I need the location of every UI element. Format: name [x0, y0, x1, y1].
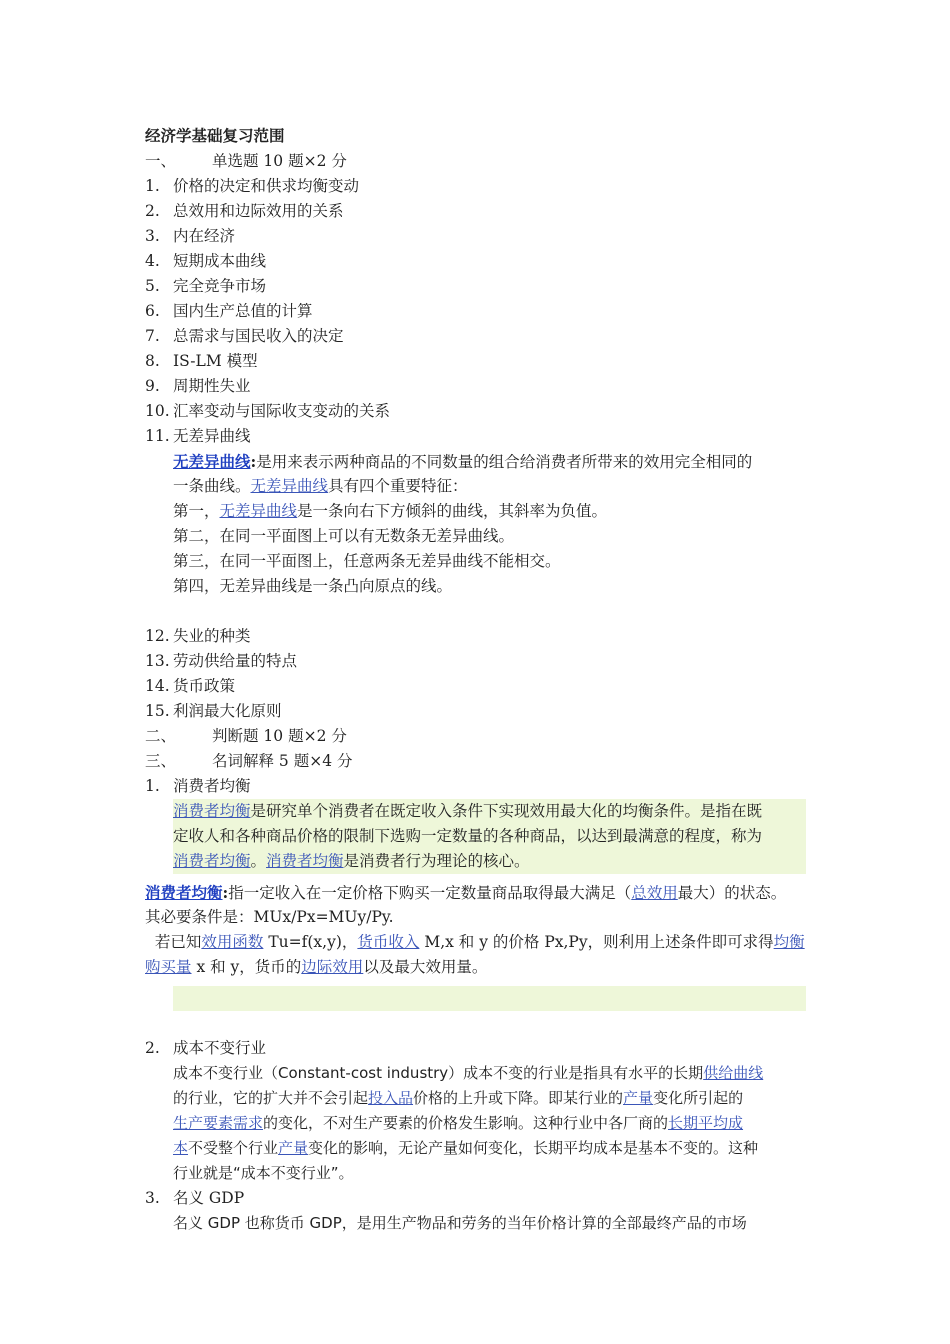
constant-cost-industry-definition: 成本不变行业（Constant-cost industry）成本不变的行业是指具有水平的长期供给曲线 的行业，它的扩大并不会引起投入品价格的上升或下降。即某行业的产量变化所引起的 生产要素需求的变化，不对生产要素的价格发生影响。这种行业中各厂商的长期平均成 本不受整个行业产量变化的影响，无论产量如何变化，长期平均成本是基本不变的。这种 行业就是“成本不变行业”。 — [173, 1064, 764, 1182]
list-item: 13. 劳动供给量的特点 — [145, 652, 298, 670]
topic-list-1 — [145, 174, 810, 449]
list-item: 7. 总需求与国民收入的决定 — [145, 327, 344, 345]
section-heading-1: 一、 单选题 10 题×2 分 — [145, 152, 347, 170]
indifference-curve-link[interactable]: 无差异曲线 — [173, 453, 251, 471]
list-item: 1. 价格的决定和供求均衡变动 — [145, 177, 360, 195]
output-link[interactable]: 产量 — [623, 1089, 654, 1107]
factor-demand-link[interactable]: 生产要素需求 — [173, 1114, 264, 1132]
section-heading-3: 三、 名词解释 5 题×4 分 — [145, 752, 353, 770]
consumer-equilibrium-link[interactable]: 消费者均衡 — [173, 802, 251, 820]
list-item: 10. 汇率变动与国际收支变动的关系 — [145, 402, 391, 420]
equilibrium-link[interactable]: 均衡 — [773, 933, 805, 951]
indifference-curve-explanation: 无差异曲线:是用来表示两种商品的不同数量的组合给消费者所带来的效用完全相同的 一条曲线。无差异曲线具有四个重要特征： 第一，无差异曲线是一条向右下方倾斜的曲线，其斜率为负值。 第二，在同一平面图上可以有无数条无差异曲线。 第三，在同一平面图上，任意两条无差异曲线不能相交。 第四，无差异曲线是一条凸向原点的线。 — [145, 449, 810, 599]
feature-3: 第三，在同一平面图上，任意两条无差异曲线不能相交。 — [173, 552, 561, 570]
necessary-condition: 其必要条件是：MUx/Px=MUy/Py. — [145, 908, 394, 926]
long-run-average-cost-link[interactable]: 本 — [173, 1139, 189, 1157]
list-item: 5. 完全竞争市场 — [145, 277, 267, 295]
term-item-3: 3. 名义 GDP — [145, 1189, 245, 1207]
total-utility-link[interactable]: 总效用 — [631, 884, 678, 902]
purchase-quantity-link[interactable]: 购买量 — [145, 958, 192, 976]
list-item: 15. 利润最大化原则 — [145, 702, 282, 720]
topic-list-2 — [145, 624, 810, 724]
list-item: 4. 短期成本曲线 — [145, 252, 267, 270]
indifference-curve-link[interactable]: 无差异曲线 — [250, 477, 329, 495]
input-goods-link[interactable]: 投入品 — [368, 1089, 414, 1107]
list-item: 11. 无差异曲线 — [145, 427, 251, 445]
list-item: 6. 国内生产总值的计算 — [145, 302, 313, 320]
list-item: 2. 总效用和边际效用的关系 — [145, 202, 344, 220]
section-heading-2: 二、 判断题 10 题×2 分 — [145, 727, 347, 745]
output-link[interactable]: 产量 — [278, 1139, 309, 1157]
list-item: 9. 周期性失业 — [145, 377, 251, 395]
money-income-link[interactable]: 货币收入 — [357, 933, 420, 951]
term-item-1: 1. 消费者均衡 — [145, 777, 251, 795]
long-run-average-cost-link[interactable]: 长期平均成 — [668, 1114, 744, 1132]
document-page — [145, 124, 810, 1236]
document-title: 经济学基础复习范围 — [145, 127, 285, 145]
list-item: 14. 货币政策 — [145, 677, 236, 695]
marginal-utility-link[interactable]: 边际效用 — [301, 958, 364, 976]
highlight-strip — [173, 986, 806, 1011]
list-item: 12. 失业的种类 — [145, 627, 251, 645]
nominal-gdp-definition: 名义 GDP 也称货币 GDP，是用生产物品和劳务的当年价格计算的全部最终产品的市场 — [173, 1214, 747, 1232]
list-item: 3. 内在经济 — [145, 227, 236, 245]
consumer-equilibrium-link[interactable]: 消费者均衡 — [173, 852, 251, 870]
consumer-equilibrium-link[interactable]: 消费者均衡 — [266, 852, 344, 870]
indifference-curve-link[interactable]: 无差异曲线 — [219, 502, 298, 520]
list-item: 8. IS-LM 模型 — [145, 352, 258, 370]
feature-4: 第四，无差异曲线是一条凸向原点的线。 — [173, 577, 453, 595]
consumer-equilibrium-extended: 消费者均衡:指一定收入在一定价格下购买一定数量商品取得最大满足（总效用最大）的状态。 其必要条件是：MUx/Px=MUy/Py. 若已知效用函数 Tu=f(x,y)，货币收入 M,x 和 y 的价格 Px,Py，则利用上述条件即可求得均衡 购买量 x 和 y，货币的边际效用以及最大效用量。 — [145, 880, 810, 980]
term-item-2: 2. 成本不变行业 — [145, 1039, 267, 1057]
feature-2: 第二，在同一平面图上可以有无数条无差异曲线。 — [173, 527, 515, 545]
utility-function-link[interactable]: 效用函数 — [201, 933, 264, 951]
consumer-equilibrium-definition: 消费者均衡是研究单个消费者在既定收入条件下实现效用最大化的均衡条件。是指在既 定收人和各种商品价格的限制下选购一定数量的各种商品，以达到最满意的程度，称为 消费者均衡。消费者均衡是消费者行为理论的核心。 — [173, 799, 806, 874]
supply-curve-link[interactable]: 供给曲线 — [703, 1064, 764, 1082]
consumer-equilibrium-link[interactable]: 消费者均衡 — [145, 884, 223, 902]
